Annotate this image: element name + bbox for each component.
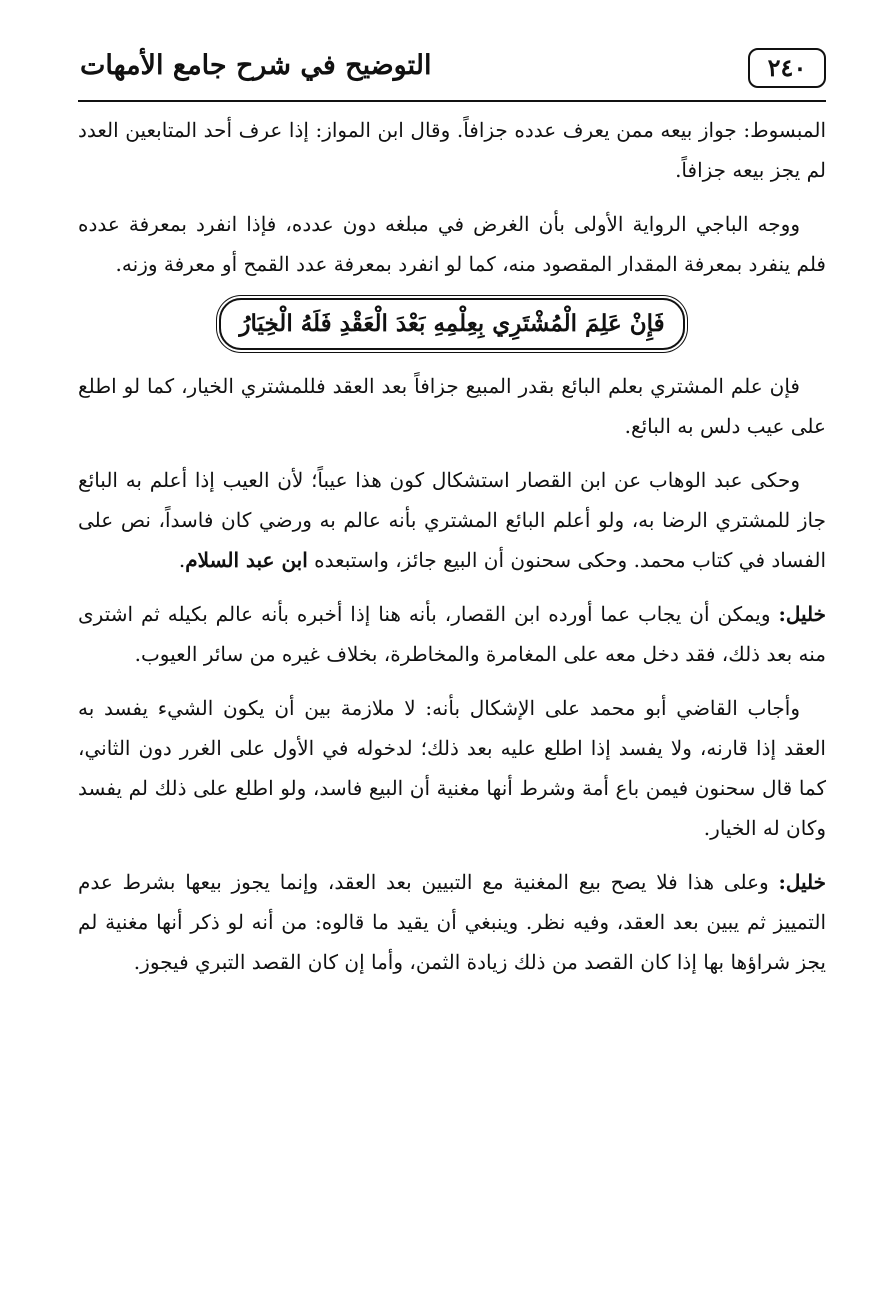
cited-scholar-name: ابن عبد السلام [185,548,308,572]
paragraph [78,366,826,446]
paragraph [78,862,826,982]
paragraph-text: ويمكن أن يجاب عما أورده ابن القصار، بأنه هنا إذا أخبره بأنه عالم بكيله ثم اشترى منه بعد ذلك، فقد دخل معه على المغامرة والمخاطرة، بخلاف غيره من سائر العيوب. [78,602,826,666]
running-title: التوضيح في شرح جامع الأمهات [80,50,432,81]
paragraph-text: وأجاب القاضي أبو محمد على الإشكال بأنه: لا ملازمة بين أن يكون الشيء يفسد به العقد إذا قارنه، ولا يفسد إذا اطلع عليه بعد ذلك؛ لدخوله في الأول على الغرر دون الثاني، كما قال سحنون فيمن باع أمة وشرط أنها مغنية أن البيع فاسد، ولو اطلع على ذلك لم يفسد وكان له الخيار. [78,696,826,840]
paragraph-text: وعلى هذا فلا يصح بيع المغنية مع التبيين بعد العقد، وإنما يجوز بيعها بشرط عدم التمييز ثم يبين بعد العقد، وفيه نظر. وينبغي أن يقيد ما قالوه: من أنه لو ذكر أنها مغنية لم يجز شراؤها بها إذا كان القصد من ذلك زيادة الثمن، وأما إن كان القصد التبري فيجوز. [78,870,826,974]
paragraph [78,460,826,580]
paragraph-text: وحكى عبد الوهاب عن ابن القصار استشكال كون هذا عيباً؛ لأن العيب إذا أعلم به البائع جاز للمشتري الرضا به، ولو أعلم البائع المشتري بأنه عالم به ورضي كان فاسداً، نص على الفساد في كتاب محمد. وحكى سحنون أن البيع جائز، واستبعده [78,468,826,572]
paragraph-text: ووجه الباجي الرواية الأولى بأن الغرض في مبلغه دون عدده، فإذا انفرد بمعرفة عدده فلم ينفرد بمعرفة المقدار المقصود منه، كما لو انفرد بمعرفة عدد القمح أو معرفة وزنه. [78,212,826,276]
paragraph [78,594,826,674]
paragraph-tail: . [178,548,186,572]
header-divider [78,100,826,102]
paragraph [78,688,826,848]
page-body [78,110,826,996]
paragraph-text: المبسوط: جواز بيعه ممن يعرف عدده جزافاً. وقال ابن المواز: إذا عرف أحد المتابعين العدد لم يجز بيعه جزافاً. [78,118,826,182]
paragraph [78,110,826,190]
page-number: ٢٤٠ [748,48,826,88]
matn-container [78,298,826,350]
paragraph [78,204,826,284]
page-header [78,40,826,98]
commentator-label: خليل: [778,602,826,626]
paragraph-text: فإن علم المشتري بعلم البائع بقدر المبيع جزافاً بعد العقد فللمشتري الخيار، كما لو اطلع على عيب دلس به البائع. [78,374,826,438]
matn-text: فَإِنْ عَلِمَ الْمُشْتَرِي بِعِلْمِهِ بَعْدَ الْعَقْدِ فَلَهُ الْخِيَارُ [219,298,684,350]
commentator-label: خليل: [778,870,826,894]
